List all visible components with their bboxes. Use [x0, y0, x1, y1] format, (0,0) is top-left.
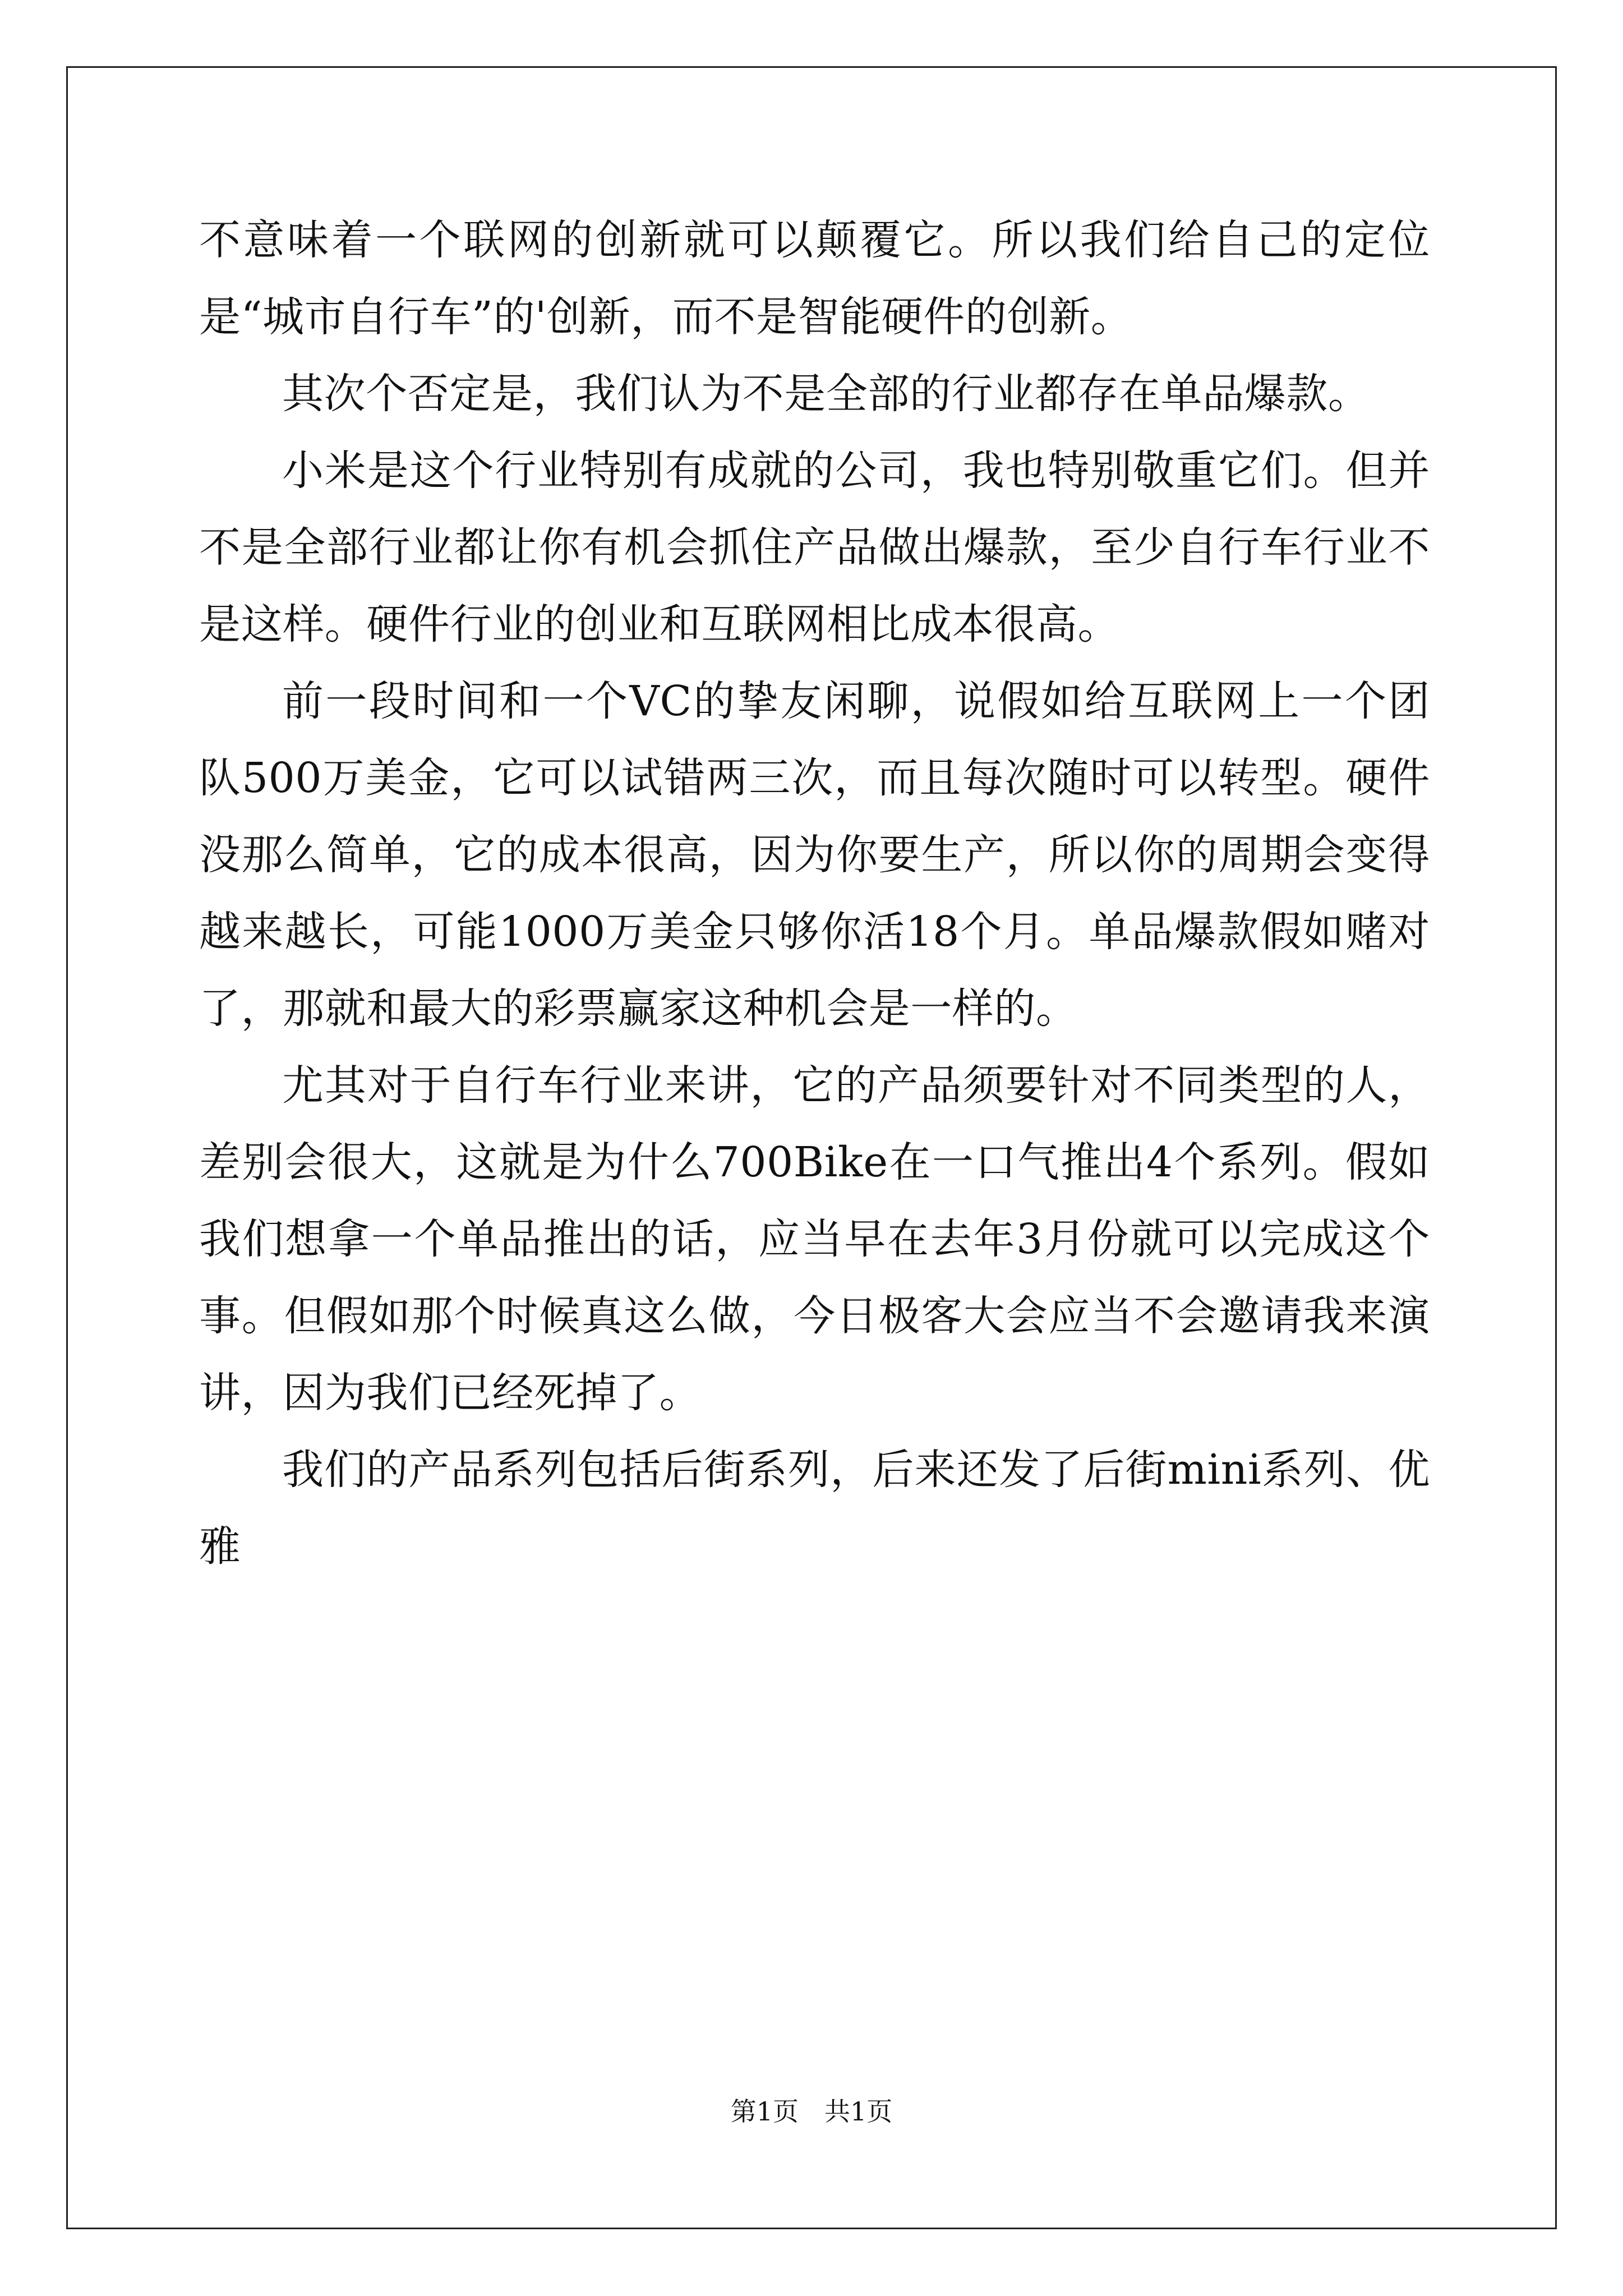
- page-number-footer: 第1页 共1页: [730, 2096, 893, 2127]
- paragraph-5: 尤其对于自行车行业来讲，它的产品须要针对不同类型的人，差别会很大，这就是为什么700Bike在一口气推出4个系列。假如我们想拿一个单品推出的话，应当早在去年3月份就可以完成这个事。但假如那个时候真这么做，今日极客大会应当不会邀请我来演讲，因为我们已经死掉了。: [199, 1061, 1430, 1417]
- paragraph-4: 前一段时间和一个VC的挚友闲聊，说假如给互联网上一个团队500万美金，它可以试错两三次，而且每次随时可以转型。硬件没那么简单，它的成本很高，因为你要生产，所以你的周期会变得越来越长，可能1000万美金只够你活18个月。单品爆款假如赌对了，那就和最大的彩票赢家这种机会是一样的。: [199, 677, 1430, 1033]
- paragraph-2: 其次个否定是，我们认为不是全部的行业都存在单品爆款。: [282, 370, 1370, 418]
- paragraph-1: 不意味着一个联网的创新就可以颠覆它。所以我们给自己的定位是“城市自行车”的'创新，而不是智能硬件的创新。: [199, 216, 1430, 341]
- paragraph-3: 小米是这个行业特别有成就的公司，我也特别敬重它们。但并不是全部行业都让你有机会抓住产品做出爆款，至少自行车行业不是这样。硬件行业的创业和互联网相比成本很高。: [199, 447, 1430, 648]
- document-body: [199, 202, 1430, 1585]
- paragraph-6: 我们的产品系列包括后街系列，后来还发了后街mini系列、优雅: [199, 1446, 1430, 1571]
